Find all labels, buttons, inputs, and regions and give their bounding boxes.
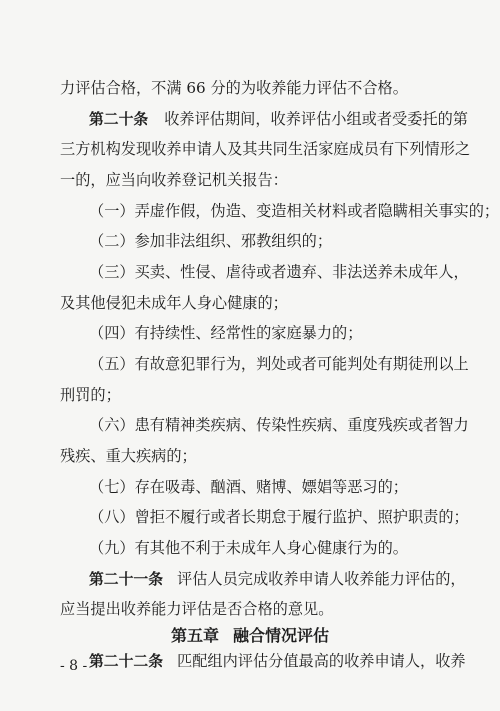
item-3 xyxy=(89,261,469,283)
chapter-number: 第五章 xyxy=(170,626,219,645)
line-text: 一的，应当向收养登记机关报告： xyxy=(60,171,288,189)
line-text: 残疾、重大疾病的； xyxy=(60,447,197,465)
line-text: 刑罚的； xyxy=(60,386,121,404)
item-8 xyxy=(89,506,469,528)
item-1 xyxy=(89,200,499,222)
item-6 xyxy=(89,414,469,436)
line-text: （一）弄虚作假，伪造、变造相关材料或者隐瞒相关事实的； xyxy=(89,202,500,220)
article-22-heading-line xyxy=(89,650,466,673)
body-line-1 xyxy=(60,77,408,99)
item-6-continued xyxy=(60,445,197,467)
line-text: 及其他侵犯未成年人身心健康的； xyxy=(60,294,288,312)
line-text: （四）有持续性、经常性的家庭暴力的； xyxy=(89,324,363,342)
article-21-continued xyxy=(60,598,333,620)
item-2 xyxy=(89,230,332,252)
page-number: - 8 - xyxy=(60,658,88,674)
line-text: （二）参加非法组织、邪教组织的； xyxy=(89,232,332,250)
line-text: （六）患有精神类疾病、传染性疾病、重度残疾或者智力 xyxy=(89,416,469,434)
item-5-continued xyxy=(60,384,121,406)
line-text: （八）曾拒不履行或者长期怠于履行监护、照护职责的； xyxy=(89,508,469,526)
article-22-label: 第二十二条 xyxy=(89,653,163,670)
chapter-heading xyxy=(0,624,500,648)
line-text: 力评估合格，不满 66 分的为收养能力评估不合格。 xyxy=(60,79,408,97)
line-text: （七）存在吸毒、酗酒、赌博、嫖娼等恶习的； xyxy=(89,478,408,496)
item-7 xyxy=(89,476,408,498)
article-20-label: 第二十条 xyxy=(89,111,149,128)
line-text: 应当提出收养能力评估是否合格的意见。 xyxy=(60,600,334,618)
article-21-label: 第二十一条 xyxy=(89,571,163,588)
article-20-heading-line xyxy=(89,108,468,131)
article-21-heading-line xyxy=(89,568,466,591)
item-5 xyxy=(89,353,469,375)
line-text: 匹配组内评估分值最高的收养申请人，收养 xyxy=(177,652,466,670)
item-3-continued xyxy=(60,292,288,314)
item-9 xyxy=(89,537,408,559)
body-line-4 xyxy=(60,169,288,191)
line-text: 收养评估期间，收养评估小组或者受委托的第 xyxy=(164,110,468,128)
line-text: （三）买卖、性侵、虐待或者遗弃、非法送养未成年人， xyxy=(89,263,469,281)
line-text: 三方机构发现收养申请人及其共同生活家庭成员有下列情形之 xyxy=(60,140,471,158)
line-text: （五）有故意犯罪行为，判处或者可能判处有期徒刑以上 xyxy=(89,355,469,373)
line-text: 评估人员完成收养申请人收养能力评估的， xyxy=(177,570,466,588)
chapter-title: 融合情况评估 xyxy=(233,626,330,645)
body-line-3 xyxy=(60,138,470,160)
line-text: （九）有其他不利于未成年人身心健康行为的。 xyxy=(89,539,408,557)
item-4 xyxy=(89,322,362,344)
